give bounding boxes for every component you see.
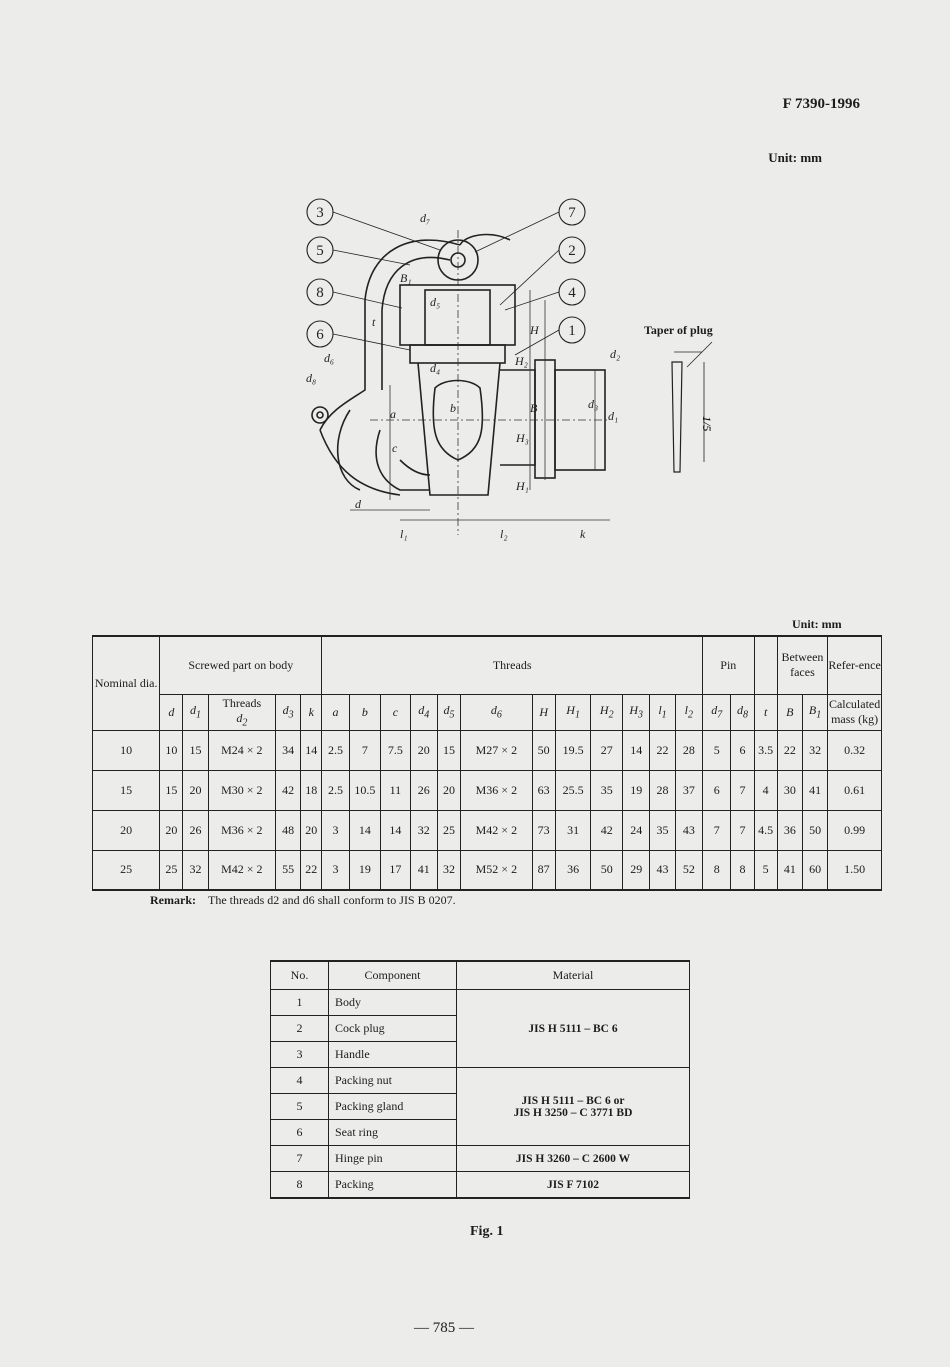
table-cell: 41 [777, 850, 802, 890]
table-cell: 0.99 [828, 810, 882, 850]
table-cell: 3.5 [754, 730, 777, 770]
table-cell: 4.5 [754, 810, 777, 850]
callout-6: 6 [316, 327, 324, 343]
col-a: a [322, 694, 349, 730]
table-cell: 20 [160, 810, 183, 850]
table-cell: 26 [183, 810, 208, 850]
svg-text:t: t [372, 315, 376, 329]
svg-text:H: H [530, 323, 539, 337]
table-cell: 50 [802, 810, 827, 850]
table-cell: 35 [650, 810, 675, 850]
table-cell: 7 [731, 770, 754, 810]
table-cell: 50 [532, 730, 555, 770]
table-cell: 55 [275, 850, 300, 890]
valve-drawing [290, 190, 660, 555]
svg-text:d₂: d₂ [610, 347, 621, 361]
table-cell: 6 [731, 730, 754, 770]
table-cell: 4 [754, 770, 777, 810]
header-between-faces: Between faces [777, 636, 827, 694]
svg-text:l₂: l₂ [500, 527, 508, 541]
svg-text:b: b [450, 401, 456, 415]
table-cell: 60 [802, 850, 827, 890]
callout-2: 2 [568, 243, 576, 259]
table-cell: M42 × 2 [461, 810, 533, 850]
callout-3: 3 [316, 205, 324, 221]
col-d8: $d_8$ [731, 694, 754, 730]
table-cell: 3 [322, 810, 349, 850]
svg-text:d₃: d₃ [588, 397, 599, 411]
table-cell: 19 [623, 770, 650, 810]
table-cell: M36 × 2 [208, 810, 275, 850]
table-cell: 20 [183, 770, 208, 810]
table-row [93, 810, 882, 850]
dimension-table [92, 635, 882, 891]
table-cell: M36 × 2 [461, 770, 533, 810]
table-cell: 37 [675, 770, 702, 810]
table-cell: 7 [731, 810, 754, 850]
standard-number: F 7390-1996 [782, 96, 860, 112]
table-cell: 15 [437, 730, 460, 770]
table-cell: 10 [93, 730, 160, 770]
svg-text:k: k [580, 527, 586, 541]
table-row: 7 Hinge pin JIS H 3260 – C 2600 W [271, 1146, 690, 1172]
header-reference: Refer-ence [828, 636, 882, 694]
table-cell: 32 [437, 850, 460, 890]
table-cell: 28 [675, 730, 702, 770]
remark-text: The threads d2 and d6 shall conform to JIS B 0207. [207, 893, 456, 907]
taper-sketch [642, 322, 732, 522]
table-cell: M42 × 2 [208, 850, 275, 890]
table-cell: 34 [275, 730, 300, 770]
col-d4: $d_4$ [410, 694, 437, 730]
table-cell: 20 [410, 730, 437, 770]
table-cell: 87 [532, 850, 555, 890]
table-cell: 29 [623, 850, 650, 890]
table-cell: 7 [703, 810, 731, 850]
table-cell: 30 [777, 770, 802, 810]
table-row [93, 730, 882, 770]
col-H1: $H_1$ [555, 694, 591, 730]
col-B1: $B_1$ [802, 694, 827, 730]
table-cell: 20 [437, 770, 460, 810]
table-cell: 22 [777, 730, 802, 770]
svg-text:H₂: H₂ [515, 354, 528, 368]
table-cell: 42 [591, 810, 623, 850]
header-nominal: Nominal dia. [93, 636, 160, 730]
table-cell: 32 [802, 730, 827, 770]
table-cell: 22 [301, 850, 322, 890]
table-cell: 11 [381, 770, 410, 810]
table-cell: 8 [731, 850, 754, 890]
table-cell: 14 [381, 810, 410, 850]
table-cell: M24 × 2 [208, 730, 275, 770]
material-group1: JIS H 5111 – BC 6 [457, 990, 690, 1068]
table-cell: 10.5 [349, 770, 381, 810]
col-t: t [754, 694, 777, 730]
table-cell: 1.50 [828, 850, 882, 890]
callout-5: 5 [316, 243, 324, 259]
table-cell: 5 [754, 850, 777, 890]
callout-4: 4 [568, 285, 576, 301]
svg-text:d: d [355, 497, 361, 511]
callout-8: 8 [316, 285, 324, 301]
table-row [93, 850, 882, 890]
col-B: B [777, 694, 802, 730]
svg-text:d₁: d₁ [608, 409, 619, 423]
table-cell: 19 [349, 850, 381, 890]
table-cell: 26 [410, 770, 437, 810]
table-row: 6 Seat ring [271, 1120, 690, 1146]
col-d: d [160, 694, 183, 730]
material-table [270, 960, 690, 1199]
dimension-table-body [93, 730, 882, 890]
table-cell: 24 [623, 810, 650, 850]
mat-header-no: No. [271, 961, 329, 990]
table-cell: 10 [160, 730, 183, 770]
col-d6: $d_6$ [461, 694, 533, 730]
taper-ratio: 1/5 [700, 416, 714, 432]
taper-label: Taper of plug [644, 323, 713, 337]
col-d3: $d_3$ [275, 694, 300, 730]
table-row: 8 Packing JIS F 7102 [271, 1172, 690, 1199]
table-cell: 43 [675, 810, 702, 850]
table-cell: M52 × 2 [461, 850, 533, 890]
table-row: 3 Handle [271, 1042, 690, 1068]
table-cell: 28 [650, 770, 675, 810]
svg-text:B: B [530, 401, 538, 415]
table-cell: 2.5 [322, 730, 349, 770]
table-cell: 42 [275, 770, 300, 810]
table-cell: 14 [301, 730, 322, 770]
table-cell: 32 [410, 810, 437, 850]
mat-header-component: Component [329, 961, 457, 990]
mat-header-material: Material [457, 961, 690, 990]
table-cell: 15 [183, 730, 208, 770]
table-cell: 19.5 [555, 730, 591, 770]
col-d5: $d_5$ [437, 694, 460, 730]
table-cell: M30 × 2 [208, 770, 275, 810]
table-cell: 52 [675, 850, 702, 890]
table-cell: 48 [275, 810, 300, 850]
table-cell: 35 [591, 770, 623, 810]
table-cell: 25 [437, 810, 460, 850]
table-cell: 50 [591, 850, 623, 890]
table-cell: 14 [349, 810, 381, 850]
table-unit-label: Unit: mm [792, 617, 842, 631]
svg-text:c: c [392, 441, 398, 455]
table-cell: 3 [322, 850, 349, 890]
col-H: H [532, 694, 555, 730]
table-cell: 63 [532, 770, 555, 810]
table-cell: 6 [703, 770, 731, 810]
table-cell: 15 [93, 770, 160, 810]
callout-1: 1 [568, 323, 576, 339]
material-group2: JIS H 5111 – BC 6 or JIS H 3250 – C 3771 BD [457, 1068, 690, 1146]
table-cell: 25.5 [555, 770, 591, 810]
col-k: k [301, 694, 322, 730]
table-cell: 27 [591, 730, 623, 770]
table-cell: 14 [623, 730, 650, 770]
col-d2: Threads $d_2$ [208, 694, 275, 730]
table-cell: M27 × 2 [461, 730, 533, 770]
svg-text:B₁: B₁ [400, 271, 412, 285]
table-row: 5 Packing gland [271, 1094, 690, 1120]
table-cell: 0.32 [828, 730, 882, 770]
table-row: 4 Packing nut JIS H 5111 – BC 6 or JIS H 3250 – C 3771 BD [271, 1068, 690, 1094]
table-cell: 41 [802, 770, 827, 810]
svg-text:d₆: d₆ [324, 351, 335, 365]
table-cell: 22 [650, 730, 675, 770]
table-cell: 31 [555, 810, 591, 850]
header-t-blank [754, 636, 777, 694]
svg-text:d₈: d₈ [306, 371, 317, 385]
table-cell: 41 [410, 850, 437, 890]
unit-label: Unit: mm [768, 150, 822, 165]
header-pin: Pin [703, 636, 755, 694]
svg-text:H₁: H₁ [516, 479, 529, 493]
table-row: 2 Cock plug [271, 1016, 690, 1042]
table-cell: 0.61 [828, 770, 882, 810]
header-threads: Threads [322, 636, 703, 694]
svg-text:d₄: d₄ [430, 361, 441, 375]
table-cell: 2.5 [322, 770, 349, 810]
col-mass: Calculated mass (kg) [828, 694, 882, 730]
col-c: c [381, 694, 410, 730]
figure-caption: Fig. 1 [470, 1224, 504, 1239]
svg-text:l₁: l₁ [400, 527, 408, 541]
material-hinge: JIS H 3260 – C 2600 W [457, 1146, 690, 1172]
material-packing: JIS F 7102 [457, 1172, 690, 1199]
table-cell: 43 [650, 850, 675, 890]
remark-label: Remark: [150, 893, 196, 907]
col-H3: $H_3$ [623, 694, 650, 730]
col-l2: $l_2$ [675, 694, 702, 730]
table-cell: 36 [555, 850, 591, 890]
table-cell: 5 [703, 730, 731, 770]
table-row [93, 770, 882, 810]
svg-text:d₅: d₅ [430, 295, 441, 309]
table-cell: 17 [381, 850, 410, 890]
table-cell: 25 [160, 850, 183, 890]
page-number: — 785 — [414, 1320, 474, 1336]
callout-7: 7 [568, 205, 576, 221]
svg-text:d₇: d₇ [420, 211, 431, 225]
svg-text:a: a [390, 407, 396, 421]
table-cell: 32 [183, 850, 208, 890]
table-cell: 18 [301, 770, 322, 810]
col-d7: $d_7$ [703, 694, 731, 730]
col-H2: $H_2$ [591, 694, 623, 730]
table-cell: 7 [349, 730, 381, 770]
table-cell: 7.5 [381, 730, 410, 770]
col-l1: $l_1$ [650, 694, 675, 730]
table-cell: 36 [777, 810, 802, 850]
table-cell: 20 [301, 810, 322, 850]
table-cell: 20 [93, 810, 160, 850]
table-cell: 25 [93, 850, 160, 890]
svg-text:H₃: H₃ [516, 431, 529, 445]
header-screwed: Screwed part on body [160, 636, 322, 694]
col-b: b [349, 694, 381, 730]
table-row: 1 Body JIS H 5111 – BC 6 [271, 990, 690, 1016]
table-cell: 8 [703, 850, 731, 890]
table-cell: 15 [160, 770, 183, 810]
remark [150, 893, 456, 908]
table-cell: 73 [532, 810, 555, 850]
col-d1: $d_1$ [183, 694, 208, 730]
